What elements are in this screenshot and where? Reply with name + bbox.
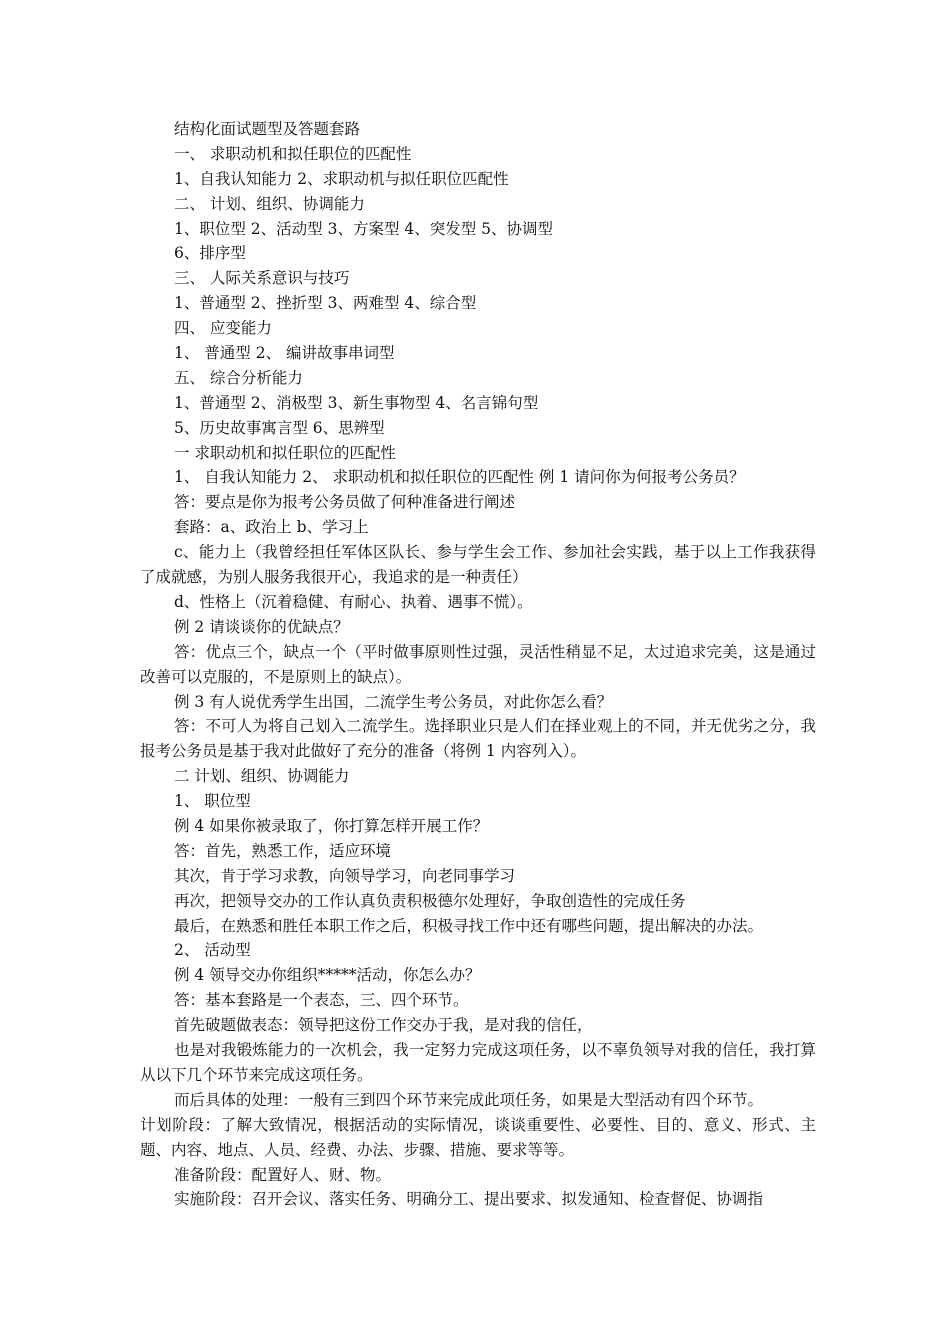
text-line: 2、 活动型 xyxy=(174,941,251,960)
text-line: 而后具体的处理：一般有三到四个环节来完成此项任务，如果是大型活动有四个环节。 xyxy=(174,1090,764,1109)
text-line: 1、职位型 2、活动型 3、方案型 4、突发型 5、协调型 xyxy=(174,219,554,238)
text-line: 三、 人际关系意识与技巧 xyxy=(174,269,350,288)
text-line: 6、排序型 xyxy=(174,244,246,263)
text-line: 例 2 请谈谈你的优缺点？ xyxy=(174,617,349,636)
text-line: 二、 计划、组织、协调能力 xyxy=(174,194,365,213)
text-line: 答：基本套路是一个表态，三、四个环节。 xyxy=(174,991,469,1010)
text-line: 例 4 如果你被录取了，你打算怎样开展工作？ xyxy=(174,817,489,836)
text-line: d、性格上（沉着稳健、有耐心、执着、遇事不慌）。 xyxy=(174,592,533,611)
text-line: 答：优点三个，缺点一个（平时做事原则性过强，灵活性稍显不足，太过追求完美，这是通过改善可以克服的，不是原则上的缺点）。 xyxy=(140,642,816,686)
text-line: 答：首先，熟悉工作，适应环境 xyxy=(174,841,392,860)
text-line: 准备阶段：配置好人、财、物。 xyxy=(174,1165,392,1184)
text-line: 1、普通型 2、挫折型 3、两难型 4、综合型 xyxy=(174,294,477,313)
text-line: 1、 普通型 2、 编讲故事串词型 xyxy=(174,344,395,363)
text-line: 答：不可人为将自己划入二流学生。选择职业只是人们在择业观上的不同，并无优劣之分，我报考公务员是基于我对此做好了充分的准备（将例 1 内容列入）。 xyxy=(140,717,816,761)
text-line: 5、历史故事寓言型 6、思辨型 xyxy=(174,418,385,437)
text-line: 首先破题做表态：领导把这份工作交办于我，是对我的信任， xyxy=(174,1016,593,1035)
text-line: 套路：a、政治上 b、学习上 xyxy=(174,518,369,537)
text-line: 二 计划、组织、协调能力 xyxy=(174,767,350,786)
text-line: 例 3 有人说优秀学生出国，二流学生考公务员，对此你怎么看？ xyxy=(174,692,613,711)
text-line: c、能力上（我曾经担任军体区队长、参与学生会工作、参加社会实践，基于以上工作我获得了成就感，为别人服务我很开心，我追求的是一种责任） xyxy=(140,543,816,587)
text-line: 1、自我认知能力 2、求职动机与拟任职位匹配性 xyxy=(174,169,509,188)
text-line: 也是对我锻炼能力的一次机会，我一定努力完成这项任务，以不辜负领导对我的信任，我打算从以下几个环节来完成这项任务。 xyxy=(140,1041,816,1084)
text-line: 例 4 领导交办你组织*****活动，你怎么办？ xyxy=(174,966,481,985)
text-line: 最后，在熟悉和胜任本职工作之后，积极寻找工作中还有哪些问题，提出解决的办法。 xyxy=(174,916,764,935)
text-line: 计划阶段：了解大致情况，根据活动的实际情况，谈谈重要性、必要性、目的、意义、形式、主题、内容、地点、人员、经费、办法、步骤、措施、要求等等。 xyxy=(140,1115,816,1159)
text-line: 答：要点是你为报考公务员做了何种准备进行阐述 xyxy=(174,493,516,512)
text-line: 再次，把领导交办的工作认真负责积极德尔处理好，争取创造性的完成任务 xyxy=(174,891,686,910)
text-line: 其次，肯于学习求教，向领导学习，向老同事学习 xyxy=(174,866,516,885)
text-line: 1、 自我认知能力 2、 求职动机和拟任职位的匹配性 例 1 请问你为何报考公务员？ xyxy=(174,468,745,487)
text-line: 1、普通型 2、消极型 3、新生事物型 4、名言锦句型 xyxy=(174,393,539,412)
text-line: 1、 职位型 xyxy=(174,792,251,811)
text-line: 一、 求职动机和拟任职位的匹配性 xyxy=(174,144,412,163)
text-line: 一 求职动机和拟任职位的匹配性 xyxy=(174,443,396,462)
document-title: 结构化面试题型及答题套路 xyxy=(174,120,361,138)
text-line: 实施阶段：召开会议、落实任务、明确分工、提出要求、拟发通知、检查督促、协调指 xyxy=(174,1190,764,1209)
text-line: 四、 应变能力 xyxy=(174,319,272,338)
document-body xyxy=(140,117,816,1212)
text-line: 五、 综合分析能力 xyxy=(174,368,303,387)
